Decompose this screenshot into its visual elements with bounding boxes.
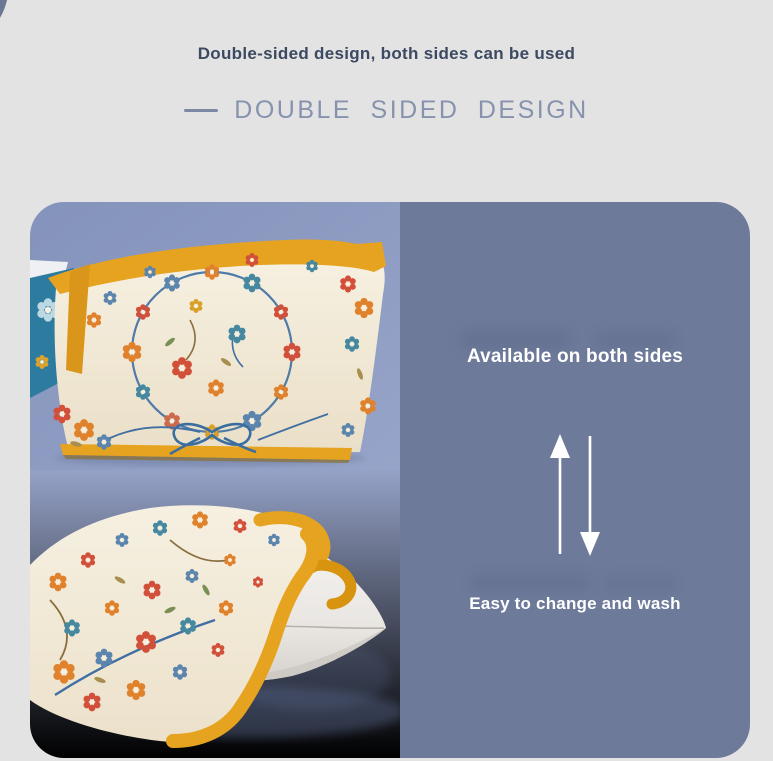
feature-card: [30, 202, 750, 758]
ghost-text-smudge: [470, 574, 590, 592]
heading-dash: [184, 109, 218, 112]
pillow-front-photo: [30, 202, 400, 470]
section-title: DOUBLE SIDED DESIGN: [234, 96, 589, 124]
caption-easy-wash: Easy to change and wash: [469, 594, 681, 613]
photo-column: [30, 202, 400, 758]
ghost-text-smudge: [605, 576, 675, 592]
info-panel: [400, 202, 750, 758]
pillow-draped-photo: [30, 470, 400, 758]
caption-available: Available on both sides: [466, 346, 684, 367]
section-heading: [0, 96, 773, 125]
down-arrow-icon: [580, 436, 600, 556]
up-arrow-icon: [550, 434, 570, 554]
swap-arrows: [544, 432, 606, 558]
previous-section-corner: [0, 0, 10, 28]
product-subtitle: Double-sided design, both sides can be used: [197, 44, 576, 63]
